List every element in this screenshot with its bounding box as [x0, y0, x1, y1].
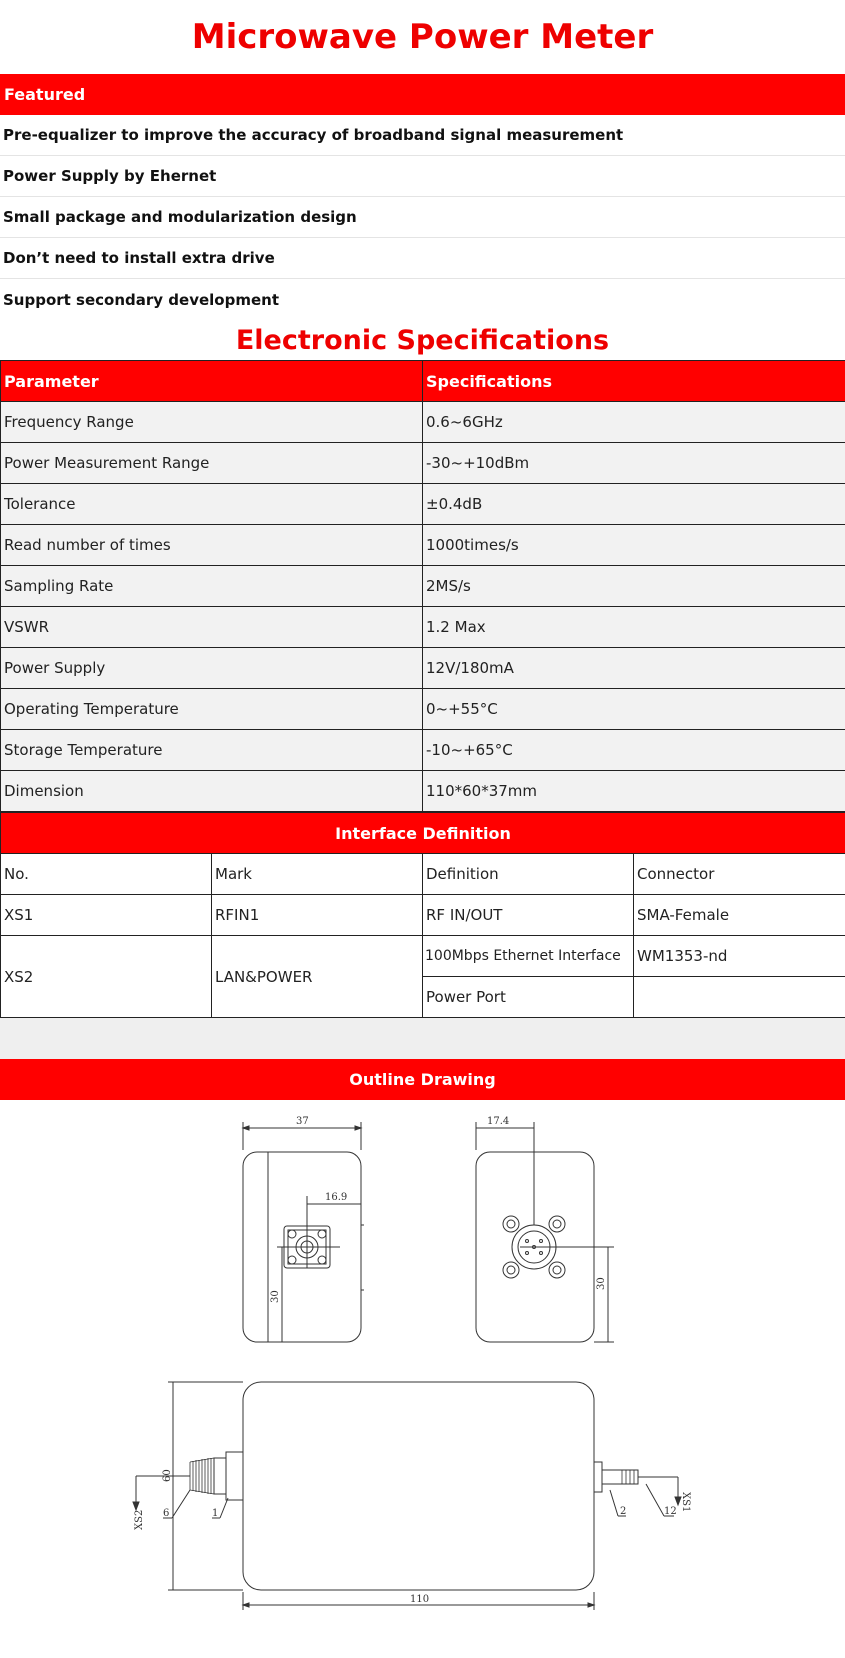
table-row [1, 566, 845, 607]
dim-front-offset: 16.9 [325, 1192, 347, 1203]
spec-param: Dimension [1, 771, 423, 812]
spec-param: Sampling Rate [1, 566, 423, 607]
spec-param: Operating Temperature [1, 689, 423, 730]
spec-value: ±0.4dB [423, 484, 845, 525]
xs1-mark: RFIN1 [212, 895, 423, 936]
label-pin-2: 2 [620, 1506, 626, 1517]
spec-param: Tolerance [1, 484, 423, 525]
interface-columns-row [1, 854, 845, 895]
col-parameter: Parameter [1, 361, 423, 402]
interface-table [0, 812, 845, 1018]
label-xs1: XS1 [680, 1492, 691, 1512]
spec-value: 12V/180mA [423, 648, 845, 689]
xs1-definition: RF IN/OUT [423, 895, 634, 936]
col-connector: Connector [634, 854, 845, 895]
dim-top-height: 60 [162, 1469, 173, 1482]
table-row [1, 648, 845, 689]
front-view [243, 1122, 364, 1342]
label-xs2: XS2 [134, 1510, 145, 1530]
dimension-labels [134, 1116, 691, 1605]
col-no: No. [1, 854, 212, 895]
spec-param: Frequency Range [1, 402, 423, 443]
featured-header: Featured [0, 74, 845, 115]
feature-item: Small package and modularization design [0, 197, 845, 238]
dim-top-length: 110 [410, 1594, 429, 1605]
table-row [1, 771, 845, 812]
col-mark: Mark [212, 854, 423, 895]
dim-front-height: 30 [270, 1290, 281, 1303]
xs2-connector-ethernet: WM1353-nd [634, 936, 845, 977]
col-definition: Definition [423, 854, 634, 895]
label-pin-6: 6 [163, 1508, 169, 1519]
interface-header-row [1, 813, 845, 854]
spec-param: Power Measurement Range [1, 443, 423, 484]
table-row [1, 607, 845, 648]
feature-item: Power Supply by Ehernet [0, 156, 845, 197]
table-row [1, 936, 845, 977]
specs-title: Electronic Specifications [0, 320, 845, 360]
spec-param: Power Supply [1, 648, 423, 689]
col-specifications: Specifications [423, 361, 845, 402]
side-view [476, 1122, 614, 1342]
xs2-mark: LAN&POWER [212, 936, 423, 1018]
top-view [133, 1382, 681, 1610]
specs-header-row [1, 361, 845, 402]
feature-item: Support secondary development [0, 279, 845, 320]
outline-header: Outline Drawing [0, 1059, 845, 1100]
featured-list [0, 115, 845, 320]
feature-item: Pre-equalizer to improve the accuracy of broadband signal measurement [0, 115, 845, 156]
feature-item: Don’t need to install extra drive [0, 238, 845, 279]
featured-section [0, 74, 845, 320]
table-row [1, 689, 845, 730]
dim-side-offset: 17.4 [487, 1116, 509, 1127]
outline-drawing-svg [0, 1100, 845, 1658]
label-pin-12: 12 [664, 1506, 677, 1517]
spec-value: -10~+65°C [423, 730, 845, 771]
specs-table [0, 360, 845, 812]
spec-param: VSWR [1, 607, 423, 648]
xs2-definition-ethernet: 100Mbps Ethernet Interface [423, 936, 634, 977]
table-row [1, 730, 845, 771]
table-row [1, 895, 845, 936]
spec-value: 2MS/s [423, 566, 845, 607]
table-row [1, 525, 845, 566]
table-row [1, 402, 845, 443]
interface-title: Interface Definition [1, 813, 845, 854]
page-title: Microwave Power Meter [0, 0, 845, 74]
xs2-connector-power [634, 977, 845, 1018]
xs1-connector: SMA-Female [634, 895, 845, 936]
spec-value: 1000times/s [423, 525, 845, 566]
outline-drawing [0, 1100, 845, 1658]
spec-param: Read number of times [1, 525, 423, 566]
spec-param: Storage Temperature [1, 730, 423, 771]
spec-value: 1.2 Max [423, 607, 845, 648]
xs1-no: XS1 [1, 895, 212, 936]
spacer-band [0, 1018, 845, 1059]
table-row [1, 484, 845, 525]
table-row [1, 443, 845, 484]
dim-front-width: 37 [296, 1116, 309, 1127]
dim-side-height: 30 [596, 1277, 607, 1290]
xs2-no: XS2 [1, 936, 212, 1018]
xs2-definition-power: Power Port [423, 977, 634, 1018]
spec-value: 110*60*37mm [423, 771, 845, 812]
label-pin-1: 1 [212, 1508, 218, 1519]
spec-value: -30~+10dBm [423, 443, 845, 484]
spec-value: 0.6~6GHz [423, 402, 845, 443]
spec-value: 0~+55°C [423, 689, 845, 730]
